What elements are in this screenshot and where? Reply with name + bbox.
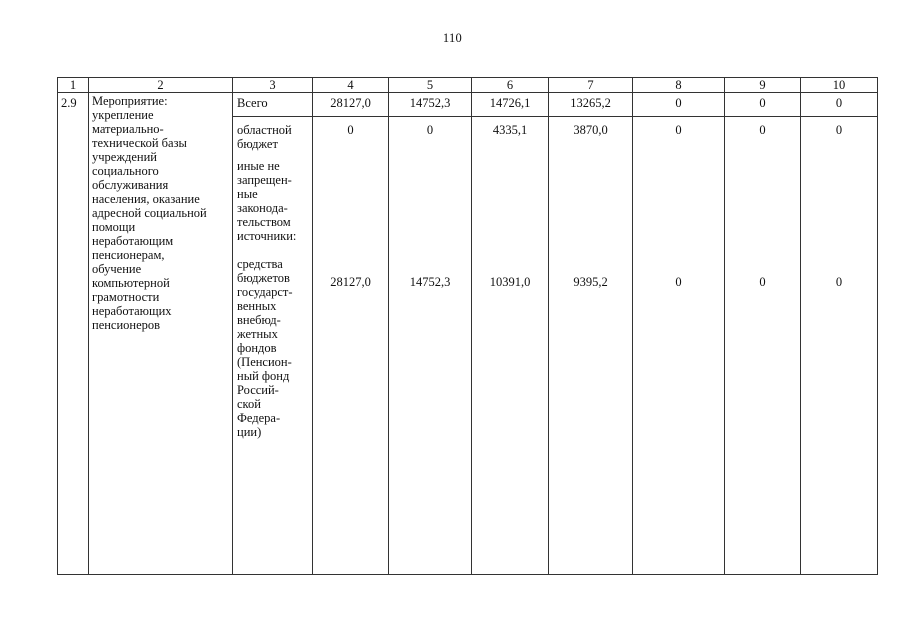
- total-value: 0: [801, 93, 878, 117]
- total-value: 28127,0: [313, 93, 389, 117]
- source-line: ные: [237, 187, 258, 201]
- column-header: 1: [58, 78, 89, 93]
- desc-line: компьютерной: [92, 276, 170, 290]
- column-header: 8: [633, 78, 725, 93]
- state-funds-value: 0: [835, 275, 843, 289]
- page-number: 110: [442, 31, 463, 45]
- desc-line: технической базы: [92, 136, 187, 150]
- regional-value: 0: [347, 123, 354, 137]
- total-value: 14752,3: [389, 93, 472, 117]
- state-funds-value: 14752,3: [409, 275, 451, 289]
- desc-line: неработающим: [92, 234, 174, 248]
- source-line: венных: [237, 299, 277, 313]
- column-header: 4: [313, 78, 389, 93]
- state-funds-value: 28127,0: [330, 275, 371, 289]
- total-value: 0: [725, 93, 801, 117]
- total-row: [58, 93, 878, 117]
- source-line: иные не: [237, 159, 280, 173]
- state-funds-value: 0: [759, 275, 766, 289]
- source-line: бюджетов: [237, 271, 290, 285]
- regional-value: 0: [835, 123, 843, 137]
- regional-value: 0: [675, 123, 682, 137]
- source-line: Россий-: [237, 383, 279, 397]
- column-header: 5: [389, 78, 472, 93]
- regional-value: 3870,0: [573, 123, 608, 137]
- source-line: жетных: [237, 327, 278, 341]
- value-cell: [472, 117, 549, 575]
- total-label: Всего: [233, 93, 313, 117]
- desc-line: социального: [92, 164, 159, 178]
- value-cell: [633, 117, 725, 575]
- state-funds-value: 10391,0: [489, 275, 531, 289]
- regional-value: 0: [759, 123, 766, 137]
- state-funds-value: 0: [675, 275, 682, 289]
- desc-line: пенсионеров: [92, 318, 161, 332]
- value-cell: [389, 117, 472, 575]
- source-line: тельством: [237, 215, 291, 229]
- desc-line: материально-: [92, 122, 164, 136]
- column-header: 2: [89, 78, 233, 93]
- budget-table: [57, 77, 878, 575]
- column-header: 9: [725, 78, 801, 93]
- desc-line: адресной социальной: [92, 206, 207, 220]
- desc-line: пенсионерам,: [92, 248, 165, 262]
- total-value: 0: [633, 93, 725, 117]
- desc-line: грамотности: [92, 290, 160, 304]
- source-line: областной: [237, 123, 292, 137]
- column-header: 7: [549, 78, 633, 93]
- desc-line: обслуживания: [92, 178, 169, 192]
- value-cell: [313, 117, 389, 575]
- desc-line: обучение: [92, 262, 142, 276]
- funding-source-cell: [233, 117, 313, 575]
- column-header: 3: [233, 78, 313, 93]
- source-line: ской: [237, 397, 261, 411]
- source-line: средства: [237, 257, 283, 271]
- desc-line: неработающих: [92, 304, 172, 318]
- source-line: (Пенсион-: [237, 355, 292, 369]
- source-line: ции): [237, 425, 262, 439]
- regional-value: 0: [426, 123, 434, 137]
- desc-line: помощи: [92, 220, 136, 234]
- source-line: ный фонд: [237, 369, 290, 383]
- row-id: 2.9: [58, 93, 89, 575]
- total-value: 13265,2: [549, 93, 633, 117]
- source-line: Федера-: [237, 411, 281, 425]
- total-value: 14726,1: [472, 93, 549, 117]
- desc-line: укрепление: [92, 108, 154, 122]
- source-line: внебюд-: [237, 313, 281, 327]
- state-funds-value: 9395,2: [573, 275, 608, 289]
- desc-line: населения, оказание: [92, 192, 200, 206]
- source-line: бюджет: [237, 137, 278, 151]
- measure-description-cell: [89, 93, 233, 575]
- source-line: законода-: [237, 201, 288, 215]
- measure-title: Мероприятие:: [92, 94, 168, 108]
- source-line: запрещен-: [237, 173, 292, 187]
- value-cell: [725, 117, 801, 575]
- desc-line: учреждений: [92, 150, 157, 164]
- regional-value: 4335,1: [492, 123, 528, 137]
- source-line: государст-: [237, 285, 293, 299]
- column-header: 6: [472, 78, 549, 93]
- value-cell: [801, 117, 878, 575]
- value-cell: [549, 117, 633, 575]
- column-number-row: [58, 78, 878, 93]
- column-header: 10: [801, 78, 878, 93]
- source-line: источники:: [237, 229, 297, 243]
- source-line: фондов: [237, 341, 277, 355]
